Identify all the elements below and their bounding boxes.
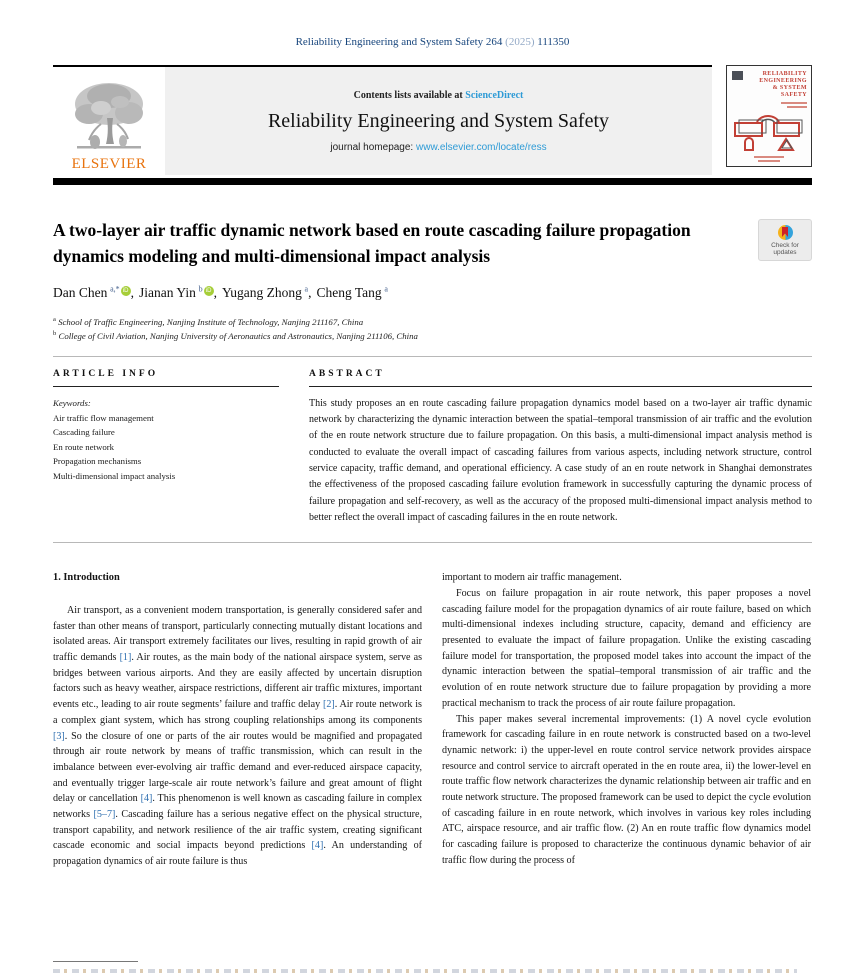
- cover-barcode-icon: [732, 71, 743, 80]
- article-info-heading: ARTICLE INFO: [53, 368, 159, 379]
- abstract-text: This study proposes an en route cascading failure propagation dynamics model based on a two-layer air traffic dynamic network by characterizing the dynamic interaction between the spatial–temporal transmission of air traffic and the evolution of the en route network structure due to failure propagation. On this basis, a multi-dimensional impact analysis method is conducted to evaluate the overall impact of cascading failures from various aspects, including network structure, control service capacity, traffic demand, and operational efficiency. A case study of an en route network in Shanghai demonstrates the effectiveness of the proposed cascading failure evolution framework in successfully capturing the dynamic process of failure propagation and self-recovery, as well as the accuracy of the proposed multi-dimensional impact analysis method to better reflect the overall impact of cascading failures in the en route network.: [309, 397, 812, 523]
- elsevier-logo: [53, 67, 165, 175]
- running-head-year: (2025): [505, 36, 535, 48]
- footnote-area: [53, 961, 812, 973]
- elsevier-tree-icon: [71, 80, 147, 158]
- body-paragraph: important to modern air traffic management.: [442, 572, 622, 584]
- citation-link[interactable]: [5–7]: [93, 809, 116, 821]
- keyword: Multi-dimensional impact analysis: [53, 470, 176, 481]
- keyword: Propagation mechanisms: [53, 456, 142, 467]
- cover-artwork-icon: [731, 110, 805, 152]
- journal-cover-thumbnail[interactable]: [726, 65, 812, 167]
- footnote-rule: [53, 961, 138, 962]
- affiliation-line: [53, 314, 812, 328]
- body-paragraph: This paper makes several incremental improvements: (1) A novel cycle evolution framework for cascading failure in en route network is constructed based on a two-level dynamic network: i) the upper-level en route control service network provides airspace resource and control service to aircraft operated in the en route area, ii) the lower-level en route traffic flow network characterizes the dynamic relationship between air traffic and en route network structure. The proposed framework can be used to depict the cycle evolution of cascading failure in en route network, which involves in various key roles including ATC, airspace resource, and air traffic flow. (2) An en route traffic flow dynamics model for cascading failure is proposed to characterize the continuous dynamic behavior of air traffic flow during the process of: [442, 713, 811, 866]
- author-separator: ,: [213, 285, 217, 300]
- affiliations: [53, 314, 812, 343]
- orcid-icon[interactable]: iD: [121, 286, 131, 296]
- info-abstract-section: [53, 369, 812, 526]
- homepage-line: [330, 142, 546, 153]
- crossmark-icon: [778, 225, 793, 240]
- keyword: En route network: [53, 441, 115, 452]
- author-separator: ,: [130, 285, 135, 300]
- author: [222, 285, 317, 300]
- citation-link[interactable]: [3]: [53, 730, 65, 742]
- body-paragraph: Focus on failure propagation in air route network, this paper proposes a novel cascading failure model for the propagation dynamics of air route failure, based on which multi-dimensional indexes including structure, capacity, demand and efficiency are presented to evaluate the impact of failure propagation. Unlike the existing cascading failure model for transportation, the proposed model takes into account the impact of the dynamic interaction between the spatial–temporal transmission of air traffic and the evolution of en route network structure due to failure propagation by providing a more practical mechanism to track the process of air route failure propagation.: [442, 587, 811, 709]
- author-affiliation-mark: a,*: [110, 284, 120, 294]
- author-name: Jianan Yin: [139, 285, 196, 300]
- divider: [53, 542, 812, 543]
- divider: [53, 356, 812, 357]
- abstract-heading: ABSTRACT: [309, 368, 385, 379]
- author-affiliation-mark: b: [198, 284, 203, 294]
- journal-title: Reliability Engineering and System Safety: [267, 109, 610, 132]
- section-heading-introduction: 1. Introduction: [53, 572, 120, 584]
- affiliation-text: School of Traffic Engineering, Nanjing Institute of Technology, Nanjing 211167, China: [58, 316, 364, 327]
- cover-title-line: & SYSTEM: [772, 85, 807, 91]
- introduction-section: [53, 570, 812, 870]
- banner-divider-bar: [53, 178, 812, 185]
- author-affiliation-mark: a: [384, 284, 388, 294]
- left-column: [53, 570, 422, 870]
- heading-rule: [53, 386, 279, 387]
- author: [139, 285, 222, 300]
- keyword: Air traffic flow management: [53, 412, 154, 423]
- affiliation-mark: b: [53, 330, 57, 338]
- footnote-text-cutoff: [53, 969, 797, 973]
- author-name: Yugang Zhong: [221, 285, 302, 300]
- heading-rule: [309, 386, 812, 387]
- banner-center: [165, 67, 712, 175]
- author-name: Dan Chen: [53, 285, 108, 300]
- paper-title: A two-layer air traffic dynamic network based en route cascading failure propagation dynamics modeling and multi-dimensional impact analysis: [53, 220, 691, 267]
- running-head: [53, 0, 812, 48]
- citation-link[interactable]: [1]: [119, 652, 132, 664]
- title-row: [53, 217, 812, 270]
- affiliation-text: College of Civil Aviation, Nanjing University of Aeronautics and Astronautics, Nanjing 211106, China: [58, 331, 418, 342]
- author-affiliation-mark: a: [304, 284, 309, 294]
- journal-banner-row: [53, 65, 812, 175]
- sciencedirect-link[interactable]: ScienceDirect: [465, 89, 524, 101]
- journal-homepage-link[interactable]: www.elsevier.com/locate/ress: [416, 141, 547, 153]
- keyword: Cascading failure: [53, 427, 115, 438]
- author-list: [53, 285, 812, 302]
- cover-title-line: SAFETY: [780, 92, 807, 98]
- abstract-column: [309, 369, 812, 526]
- contents-line: [354, 90, 524, 101]
- author: [316, 285, 387, 300]
- affiliation-mark: a: [53, 316, 56, 323]
- orcid-icon[interactable]: iD: [204, 286, 214, 296]
- homepage-prefix: journal homepage:: [330, 141, 416, 153]
- affiliation-line: [53, 328, 812, 342]
- author-name: Cheng Tang: [316, 285, 382, 300]
- contents-prefix: Contents lists available at: [353, 89, 466, 101]
- body-paragraph: Air transport, as a convenient modern transportation, is generally considered safer and faster than other means of transport, particularly connecting mutually distant locations and isolated areas. Air transport extremely facilitates our lives, resulting in rapid growth of air traffic demands [1]. Air routes, as the main body of the national airspace system, serve as bridges between various airports. And they are easily affected by uncertain disruption factors such as heavy weather, airspace restrictions, different air traffic mixtures, important events etc., leading to air route segments’ failure and traffic delay [2]. Air route network is a complex giant system, which has strong coupling relationships among its components [3]. So the closure of one or parts of the air routes would be magnified and propagated through air route network by means of traffic transmission, which can result in the imbalance between ever-evolving air traffic demand and ever-reduced airspace capacity, and eventually trigger large-scale air route network’s failure and great amount of flight delay or cancellation [4]. This phenomenon is well known as cascading failure in complex networks [5–7]. Cascading failure has a serious negative effect on the physical structure, transport capability, and network resilience of the air traffic system, creating significant cascade economic and social impacts beyond predictions [4]. An understanding of propagation dynamics of air route failure is thus: [53, 604, 423, 868]
- citation-link[interactable]: [4]: [311, 840, 324, 852]
- running-head-journal: Reliability Engineering and System Safety 264: [295, 36, 503, 48]
- cover-title-line: RELIABILITY: [762, 71, 807, 77]
- running-head-article-number: 111350: [537, 36, 570, 48]
- right-column: [442, 570, 811, 870]
- journal-banner: [53, 65, 712, 175]
- author-separator: ,: [308, 285, 312, 300]
- author: [53, 285, 139, 300]
- cover-footer-lines: [727, 156, 811, 162]
- elsevier-wordmark: ELSEVIER: [71, 156, 147, 172]
- citation-link[interactable]: [2]: [322, 699, 335, 711]
- check-updates-label: Check for updates: [771, 241, 799, 256]
- cover-title-line: ENGINEERING: [759, 78, 807, 84]
- citation-link[interactable]: [4]: [140, 793, 153, 805]
- cover-editor-lines: [731, 102, 807, 108]
- keywords-label: Keywords:: [53, 397, 91, 408]
- article-info-column: [53, 369, 279, 526]
- bookmark-icon: [782, 227, 788, 237]
- check-for-updates-button[interactable]: [758, 219, 812, 261]
